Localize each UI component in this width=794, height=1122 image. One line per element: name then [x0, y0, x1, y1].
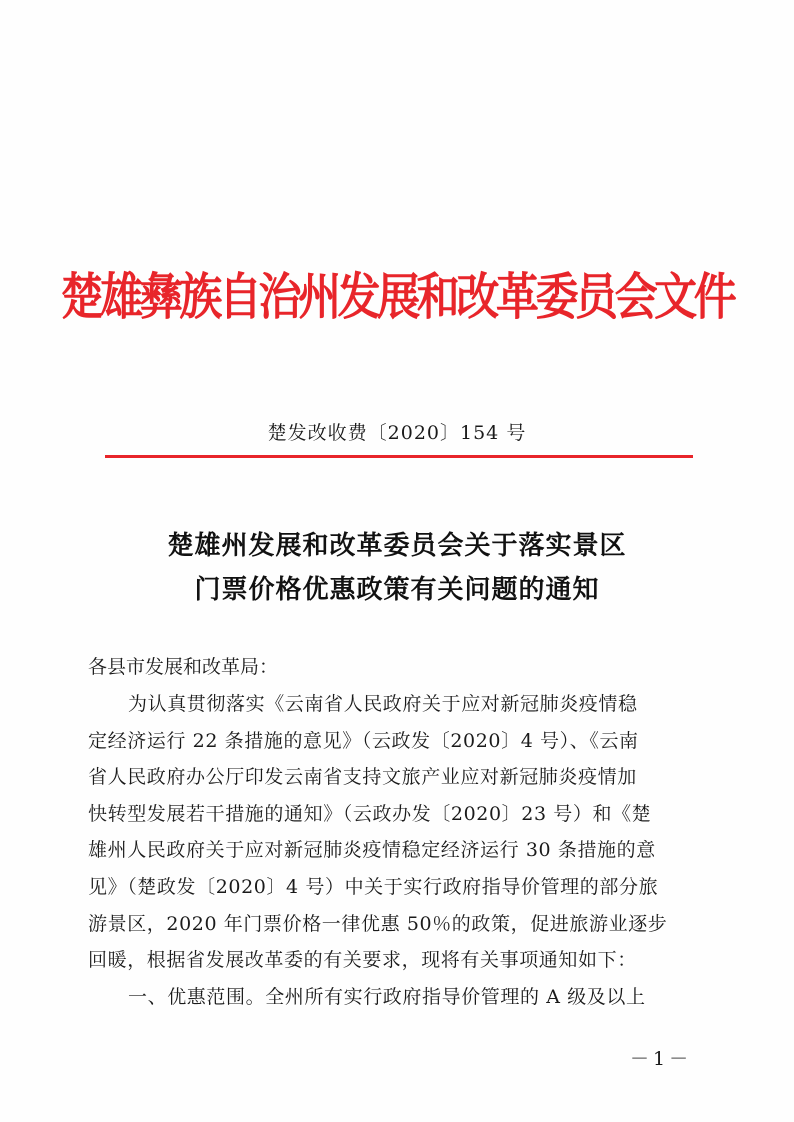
red-divider-line [105, 455, 693, 458]
body-text [88, 686, 708, 1015]
salutation: 各县市发展和改革局： [88, 656, 279, 678]
body-line: 游景区，2020 年门票价格一律优惠 50％的政策，促进旅游业逐步 [88, 912, 668, 935]
page-number: －1－ [630, 1048, 693, 1070]
document-number: 楚发改收费〔2020〕154 号 [267, 422, 527, 444]
document-title-line-1: 楚雄州发展和改革委员会关于落实景区 [167, 531, 627, 561]
document-title [0, 524, 794, 612]
body-line: 见》（楚政发〔2020〕4 号）中关于实行政府指导价管理的部分旅 [88, 875, 659, 898]
body-line: 回暖，根据省发展改革委的有关要求，现将有关事项通知如下： [88, 949, 637, 972]
body-line: 为认真贯彻落实《云南省人民政府关于应对新冠肺炎疫情稳 [128, 693, 638, 715]
document-title-line-2: 门票价格优惠政策有关问题的通知 [194, 575, 600, 605]
body-line: 快转型发展若干措施的通知》（云政办发〔2020〕23 号）和《楚 [88, 802, 652, 825]
body-line: 一、优惠范围。全州所有实行政府指导价管理的 A 级及以上 [128, 985, 646, 1008]
body-line: 定经济运行 22 条措施的意见》（云政发〔2020〕4 号）、《云南 [88, 729, 639, 752]
body-line: 雄州人民政府关于应对新冠肺炎疫情稳定经济运行 30 条措施的意 [88, 839, 656, 862]
body-line: 省人民政府办公厅印发云南省支持文旅产业应对新冠肺炎疫情加 [88, 766, 637, 789]
issuer-header: 楚雄彝族自治州发展和改革委员会文件 [60, 268, 734, 326]
